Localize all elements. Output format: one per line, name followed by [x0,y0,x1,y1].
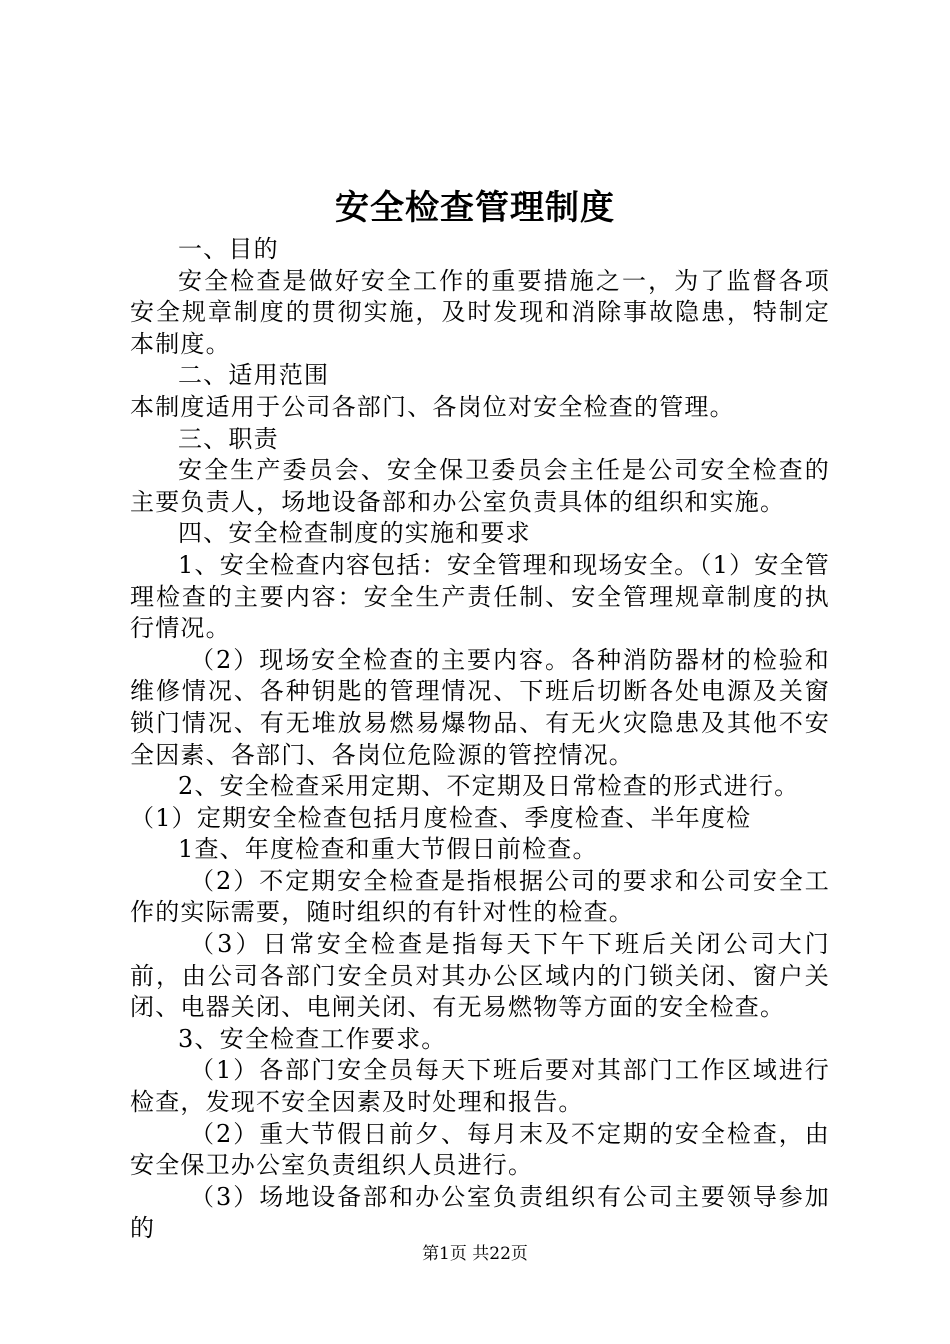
paragraph-scope: 本制度适用于公司各部门、各岗位对安全检查的管理。 [130,392,735,421]
paragraph-requirement-2: （2）重大节假日前夕、每月末及不定期的安全检查，由安全保卫办公室负责组织人员进行。 [130,1119,830,1180]
paragraph-site-inspection: （2）现场安全检查的主要内容。各种消防器材的检验和维修情况、各种钥匙的管理情况、下班后切断各处电源及关窗锁门情况、有无堆放易燃易爆物品、有无火灾隐患及其他不安全因素、各部门、各岗位危险源的管控情况。 [130,645,830,769]
paragraph-irregular-inspection: （2）不定期安全检查是指根据公司的要求和公司安全工作的实际需要，随时组织的有针对性的检查。 [130,866,830,927]
paragraph-daily-inspection: （3）日常安全检查是指每天下午下班后关闭公司大门前，由公司各部门安全员对其办公区域内的门锁关闭、窗户关闭、电器关闭、电闸关闭、有无易燃物等方面的安全检查。 [130,930,830,1022]
paragraph-work-requirements: 3、安全检查工作要求。 [178,1024,447,1053]
paragraph-requirement-3: （3）场地设备部和办公室负责组织有公司主要领导参加的 [130,1182,830,1243]
paragraph-periodic-inspection: （1）定期安全检查包括月度检查、季度检查、半年度检 [130,803,752,832]
section-heading-scope: 二、适用范围 [178,361,330,390]
document-body [130,234,830,1245]
page-number: 第1页 共22页 [422,1244,528,1264]
paragraph-inspection-forms: 2、安全检查采用定期、不定期及日常检查的形式进行。 [178,772,800,801]
section-heading-implementation: 四、安全检查制度的实施和要求 [178,519,531,548]
section-heading-duties: 三、职责 [178,424,279,453]
paragraph-requirement-1: （1）各部门安全员每天下班后要对其部门工作区域进行检查，发现不安全因素及时处理和报告。 [130,1056,830,1117]
paragraph-periodic-inspection-cont: 1查、年度检查和重大节假日前检查。 [178,835,598,864]
paragraph-purpose: 安全检查是做好安全工作的重要措施之一，为了监督各项安全规章制度的贯彻实施，及时发现和消除事故隐患，特制定本制度。 [130,266,830,358]
paragraph-inspection-content: 1、安全检查内容包括：安全管理和现场安全。（1）安全管理检查的主要内容：安全生产责任制、安全管理规章制度的执行情况。 [130,550,830,643]
paragraph-duties: 安全生产委员会、安全保卫委员会主任是公司安全检查的主要负责人，场地设备部和办公室负责具体的组织和实施。 [130,456,830,516]
section-heading-purpose: 一、目的 [178,235,279,263]
page-title: 安全检查管理制度 [335,188,615,228]
